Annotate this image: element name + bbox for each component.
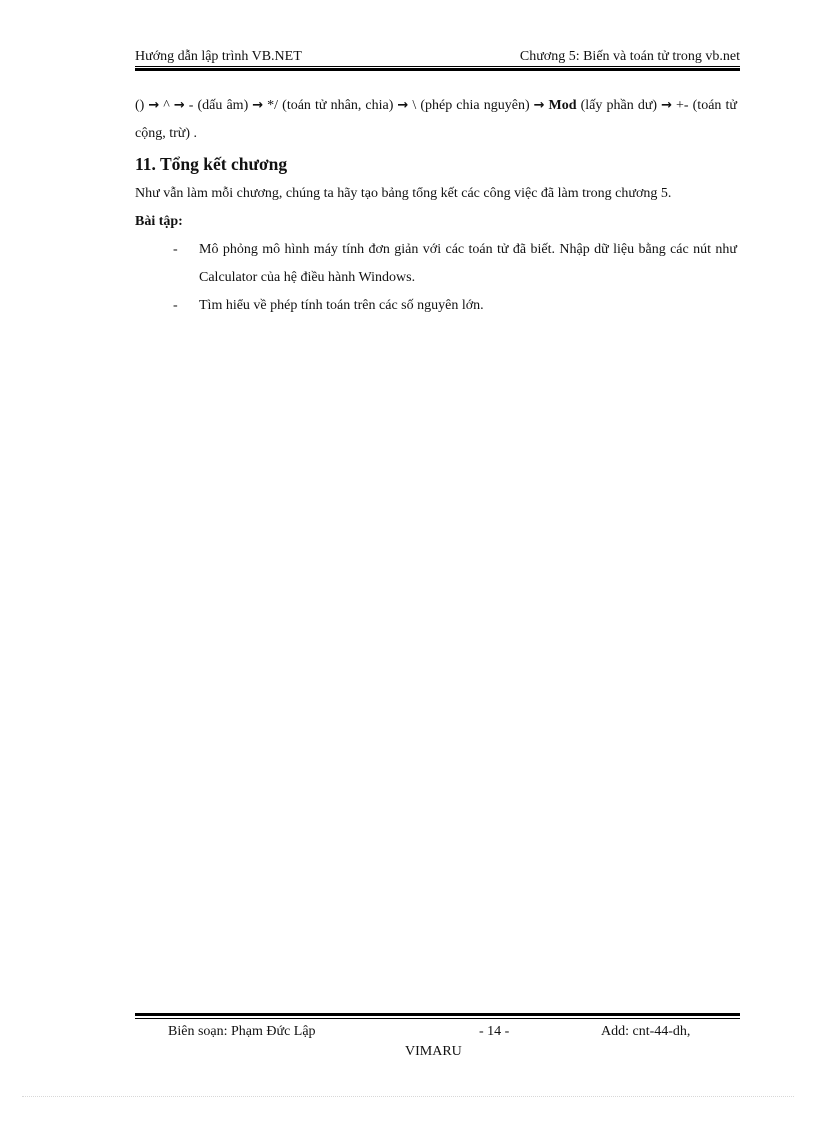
right-arrow-icon: → xyxy=(533,98,545,113)
footer-address-continued: VIMARU xyxy=(405,1044,462,1059)
section-intro-paragraph: Như vẫn làm mỗi chương, chúng ta hãy tạo bảng tổng kết các công việc đã làm trong chương 5. xyxy=(135,186,672,201)
operator-multiply-divide: */ (toán tử nhân, chia) xyxy=(267,98,394,113)
operator-mod-description: (lấy phần dư) xyxy=(580,98,658,113)
page-content xyxy=(135,92,737,320)
bullet-dash: - xyxy=(173,242,178,257)
operator-power: ^ xyxy=(163,98,170,113)
header-rule-thin xyxy=(135,66,740,67)
right-arrow-icon: → xyxy=(252,98,264,113)
bullet-dash: - xyxy=(173,298,178,313)
page-boundary-dotted-line xyxy=(22,1096,794,1097)
operator-negation: - (dấu âm) xyxy=(188,98,249,113)
operator-mod: Mod xyxy=(548,98,577,113)
list-item xyxy=(135,292,737,320)
exercise-list xyxy=(135,236,737,320)
operator-precedence-line xyxy=(135,92,737,148)
footer-rule-thick xyxy=(135,1013,740,1016)
header-book-title: Hướng dẫn lập trình VB.NET xyxy=(135,49,302,64)
operator-parentheses: () xyxy=(135,98,145,113)
page-header xyxy=(135,48,740,66)
header-chapter-title: Chương 5: Biến và toán tử trong vb.net xyxy=(519,49,740,64)
list-item xyxy=(135,236,737,292)
exercise-text: Tìm hiểu về phép tính toán trên các số nguyên lớn. xyxy=(199,298,484,313)
right-arrow-icon: → xyxy=(173,98,185,113)
operator-integer-division: \ (phép chia nguyên) xyxy=(412,98,530,113)
right-arrow-icon: → xyxy=(148,98,160,113)
operator-add-subtract: +- (toán tử cộng, trừ) . xyxy=(135,98,737,141)
exercise-label: Bài tập: xyxy=(135,214,183,229)
exercise-text: Mô phỏng mô hình máy tính đơn giản với các toán tử đã biết. Nhập dữ liệu bằng các nút như Calculator của hệ điều hành Windows. xyxy=(199,242,737,285)
header-rule-thick xyxy=(135,68,740,71)
footer-address: Add: cnt-44-dh, xyxy=(601,1024,691,1039)
footer-author: Biên soạn: Phạm Đức Lập xyxy=(168,1024,316,1039)
page-number: - 14 - xyxy=(479,1024,510,1039)
right-arrow-icon: → xyxy=(397,98,409,113)
footer-rule-thin xyxy=(135,1018,740,1019)
right-arrow-icon: → xyxy=(661,98,672,113)
section-heading: 11. Tổng kết chương xyxy=(135,154,288,174)
